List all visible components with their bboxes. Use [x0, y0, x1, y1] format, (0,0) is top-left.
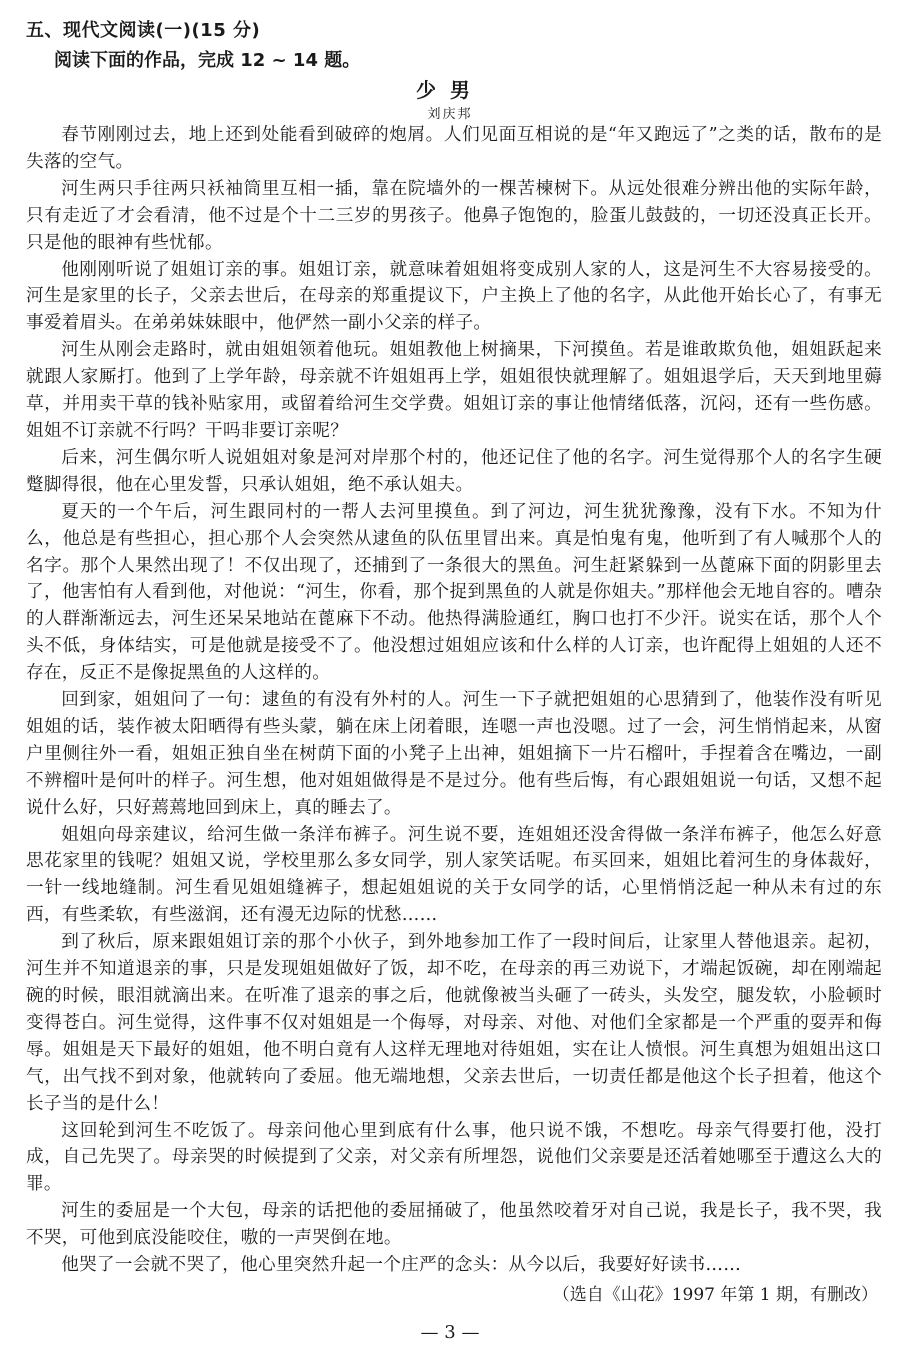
paragraph-12: 他哭了一会就不哭了，他心里突然升起一个庄严的念头：从今以后，我要好好读书…… — [61, 1255, 742, 1276]
reading-instruction: 阅读下面的作品，完成 12 ~ 14 题。 — [54, 50, 361, 71]
paragraph-11: 河生的委屈是一个大包，母亲的话把他的委屈捅破了，他虽然咬着牙对自己说，我是长子，我不哭，我不哭，可他到底没能咬住，嗷的一声哭倒在地。 — [26, 1201, 882, 1249]
article-title: 少男 — [416, 78, 484, 102]
paragraph-1: 春节刚刚过去，地上还到处能看到破碎的炮屑。人们见面互相说的是“年又跑远了”之类的话，散布的是失落的空气。 — [26, 125, 882, 172]
paragraph-10: 这回轮到河生不吃饭了。母亲问他心里到底有什么事，他只说不饿，不想吃。母亲气得要打他，没打成，自己先哭了。母亲哭的时候提到了父亲，对父亲有所埋怨，说他们父亲要是还活着她哪至于遭这么大的罪。 — [26, 1120, 882, 1195]
section-title: 五、现代文阅读(一)(15 分) — [26, 20, 261, 41]
article-author: 刘庆邦 — [427, 107, 473, 122]
paragraph-6: 夏天的一个午后，河生跟同村的一帮人去河里摸鱼。到了河边，河生犹犹豫豫，没有下水。不知为什么，他总是有些担心，担心那个人会突然从逮鱼的队伍里冒出来。真是怕鬼有鬼，他听到了有人喊那个人的名字。那个人果然出现了！不仅出现了，还捕到了一条很大的黑鱼。河生赶紧躲到一丛蓖麻下面的阴影里去了，他害怕有人看到他，对他说：“河生，你看，那个捉到黑鱼的人就是你姐夫。”那样他会无地自容的。嘈杂的人群渐渐远去，河生还呆呆地站在蓖麻下不动。他热得满脸通红，胸口也打不少汗。说实在话，那个人个头不低，身体结实，可是他就是接受不了。他没想过姐姐应该和什么样的人订亲，也许配得上姐姐的人还不存在，反正不是像捉黑鱼的人这样的。 — [26, 501, 882, 684]
paragraph-4: 河生从刚会走路时，就由姐姐领着他玩。姐姐教他上树摘果，下河摸鱼。若是谁敢欺负他，姐姐跃起来就跟人家厮打。他到了上学年龄，母亲就不许姐姐再上学，姐姐很快就理解了。姐姐退学后，天天到地里薅草，并用卖干草的钱补贴家用，或留着给河生交学费。姐姐订亲的事让他情绪低落，沉闷，还有一些伤感。姐姐不订亲就不行吗？干吗非要订亲呢？ — [26, 340, 882, 441]
paragraph-2: 河生两只手往两只袄袖筒里互相一插，靠在院墙外的一棵苦楝树下。从远处很难分辨出他的实际年龄，只有走近了才会看清，他不过是个十二三岁的男孩子。他鼻子饱饱的，脸蛋儿鼓鼓的，一切还没真正长开。只是他的眼神有些忧郁。 — [26, 178, 882, 253]
paragraph-5: 后来，河生偶尔听人说姐姐对象是河对岸那个村的，他还记住了他的名字。河生觉得那个人的名字生硬蹩脚得很，他在心里发誓，只承认姐姐，绝不承认姐夫。 — [26, 447, 882, 495]
article-body — [26, 122, 882, 1279]
article-source: （选自《山花》1997 年第 1 期，有删改） — [552, 1285, 878, 1305]
paragraph-8: 姐姐向母亲建议，给河生做一条洋布裤子。河生说不要，连姐姐还没舍得做一条洋布裤子，他怎么好意思花家里的钱呢？姐姐又说，学校里那么多女同学，别人家笑话呢。布买回来，姐姐比着河生的身体裁好，一针一线地缝制。河生看见姐姐缝裤子，想起姐姐说的关于女同学的话，心里悄悄泛起一种从未有过的东西，有些柔软，有些滋润，还有漫无边际的忧愁…… — [26, 824, 882, 926]
paragraph-7: 回到家，姐姐问了一句：逮鱼的有没有外村的人。河生一下子就把姐姐的心思猜到了，他装作没有听见姐姐的话，装作被太阳晒得有些头蒙，躺在床上闭着眼，连嗯一声也没嗯。过了一会，河生悄悄起来，从窗户里侧往外一看，姐姐正独自坐在树荫下面的小凳子上出神，姐姐摘下一片石榴叶，手捏着含在嘴边，一副不辨榴叶是何叶的样子。河生想，他对姐姐做得是不是过分。他有些后悔，有心跟姐姐说一句话，又想不起说什么好，只好蔫蔫地回到床上，真的睡去了。 — [26, 690, 882, 818]
paragraph-3: 他刚刚听说了姐姐订亲的事。姐姐订亲，就意味着姐姐将变成别人家的人，这是河生不大容易接受的。河生是家里的长子，父亲去世后，在母亲的郑重提议下，户主换上了他的名字，从此他开始长心了，有事无事爱着眉头。在弟弟妹妹眼中，他俨然一副小父亲的样子。 — [26, 259, 882, 334]
paragraph-9: 到了秋后，原来跟姐姐订亲的那个小伙子，到外地参加工作了一段时间后，让家里人替他退亲。起初，河生并不知道退亲的事，只是发现姐姐做好了饭，却不吃，在母亲的再三劝说下，才端起饭碗，却在刚端起碗的时候，眼泪就滴出来。在听准了退亲的事之后，他就像被当头砸了一砖头，头发空，腿发软，小脸顿时变得苍白。河生觉得，这件事不仅对姐姐是一个侮辱，对母亲、对他、对他们全家都是一个严重的耍弄和侮辱。姐姐是天下最好的姐姐，他不明白竟有人这样无理地对待姐姐，实在让人愤恨。河生真想为姐姐出这口气，出气找不到对象，他就转向了委屈。他无端地想，父亲去世后，一切责任都是他这个长子担着，他这个长子当的是什么！ — [26, 932, 882, 1114]
page-number: — 3 — — [420, 1322, 480, 1343]
